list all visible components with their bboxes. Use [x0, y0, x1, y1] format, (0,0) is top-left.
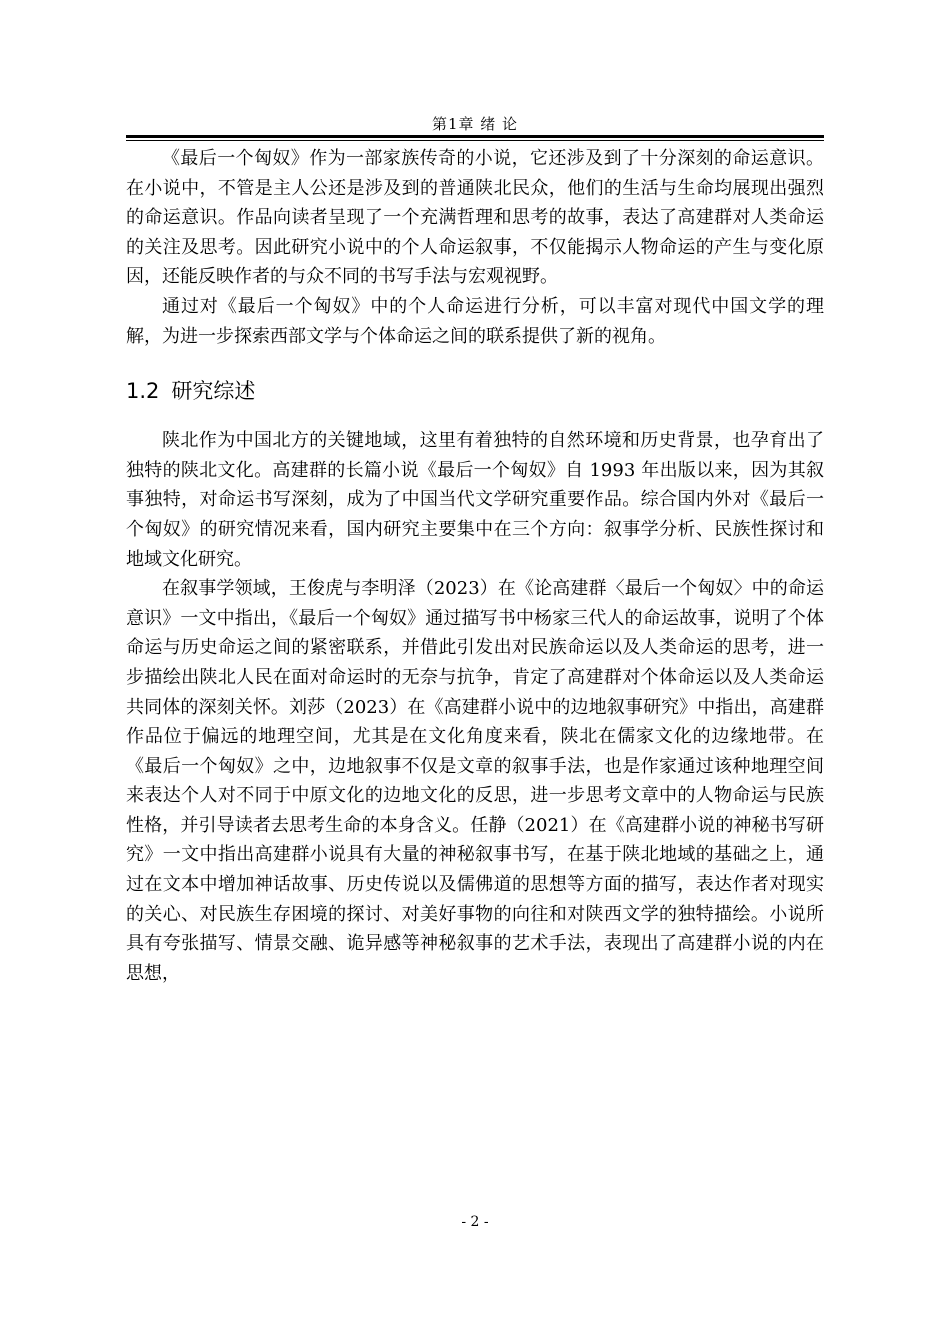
body-paragraph: 在叙事学领域，王俊虎与李明泽（2023）在《论高建群〈最后一个匈奴〉中的命运意识》一文中指出，《最后一个匈奴》通过描写书中杨家三代人的命运故事，说明了个体命运与历史命运之间的紧密联系，并借此引发出对民族命运以及人类命运的思考，进一步描绘出陕北人民在面对命运时的无奈与抗争，肯定了高建群对个体命运以及人类命运共同体的深刻关怀。刘莎（2023）在《高建群小说中的边地叙事研究》中指出，高建群作品位于偏远的地理空间，尤其是在文化角度来看，陕北在儒家文化的边缘地带。在《最后一个匈奴》之中，边地叙事不仅是文章的叙事手法，也是作家通过该种地理空间来表达个人对不同于中原文化的边地文化的反思，进一步思考文章中的人物命运与民族性格，并引导读者去思考生命的本身含义。任静（2021）在《高建群小说的神秘书写研究》一文中指出高建群小说具有大量的神秘叙事书写，在基于陕北地域的基础之上，通过在文本中增加神话故事、历史传说以及儒佛道的思想等方面的描写，表达作者对现实的关心、对民族生存困境的探讨、对美好事物的向往和对陕西文学的独特描绘。小说所具有夸张描写、情景交融、诡异感等神秘叙事的艺术手法，表现出了高建群小说的内在思想， [126, 578, 824, 984]
page-number: - 2 - [461, 1214, 489, 1230]
body-paragraph: 陕北作为中国北方的关键地域，这里有着独特的自然环境和历史背景，也孕育出了独特的陕北文化。高建群的长篇小说《最后一个匈奴》自 1993 年出版以来，因为其叙事独特，对命运书写深刻，成为了中国当代文学研究重要作品。综合国内外对《最后一个匈奴》的研究情况来看，国内研究主要集中在三个方向：叙事学分析、民族性探讨和地域文化研究。 [126, 430, 824, 570]
body-paragraph: 《最后一个匈奴》作为一部家族传奇的小说，它还涉及到了十分深刻的命运意识。在小说中，不管是主人公还是涉及到的普通陕北民众，他们的生活与生命均展现出强烈的命运意识。作品向读者呈现了一个充满哲理和思考的故事，表达了高建群对人类命运的关注及思考。因此研究小说中的个人命运叙事，不仅能揭示人物命运的产生与变化原因，还能反映作者的与众不同的书写手法与宏观视野。 [126, 148, 824, 288]
running-header: 第1章 绪 论 [431, 115, 519, 133]
section-heading [126, 376, 824, 406]
header-rule-thick [126, 135, 824, 138]
header-rule-thin [126, 140, 824, 141]
page-body [126, 144, 824, 988]
body-paragraph: 通过对《最后一个匈奴》中的个人命运进行分析，可以丰富对现代中国文学的理解，为进一步探索西部文学与个体命运之间的联系提供了新的视角。 [126, 295, 824, 347]
section-title: 研究综述 [171, 379, 256, 404]
section-number: 1.2 [126, 379, 160, 404]
